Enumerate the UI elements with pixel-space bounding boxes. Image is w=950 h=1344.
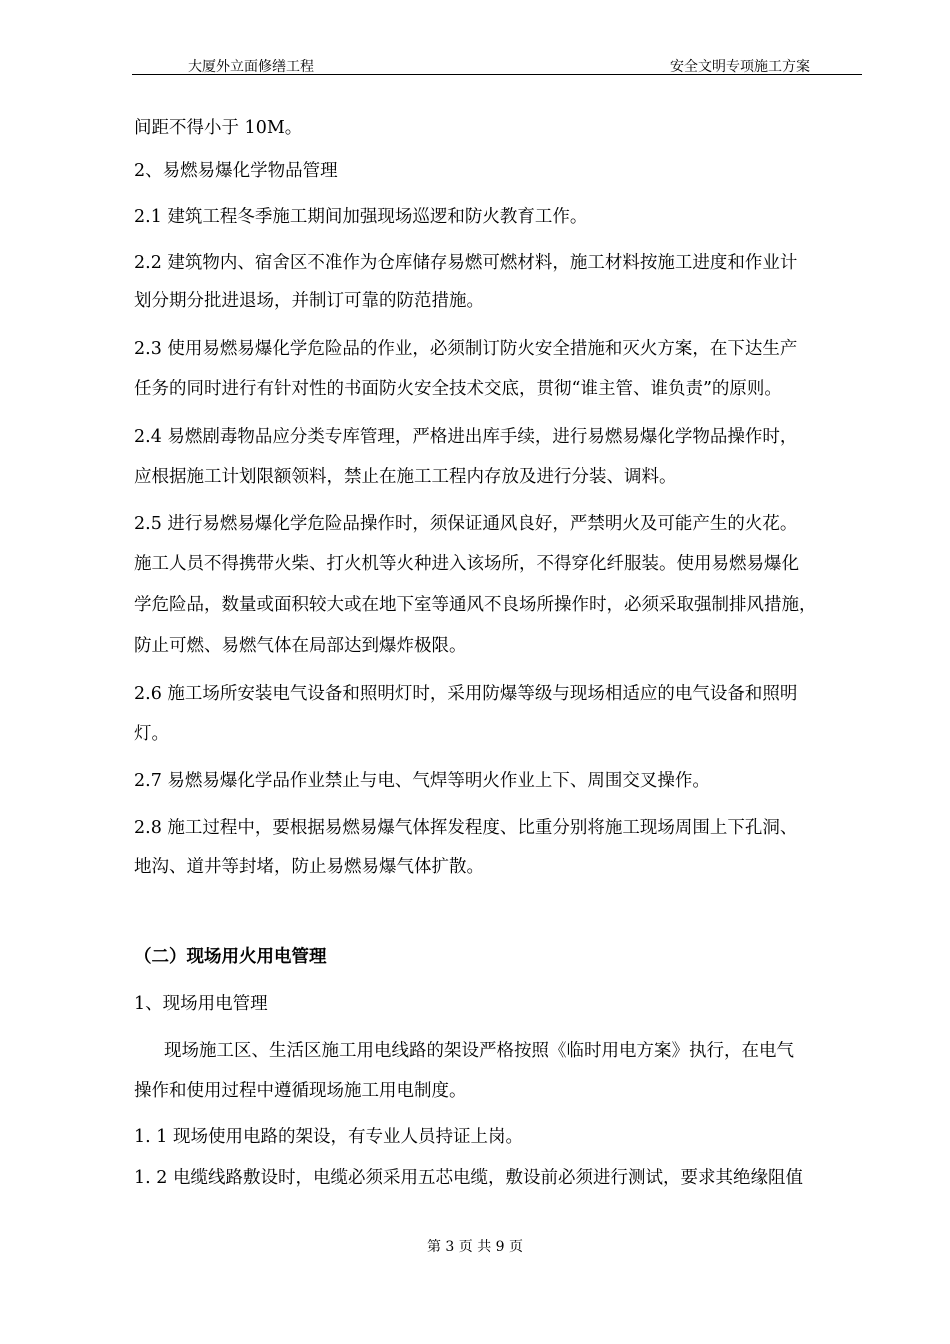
paragraph-line: 2.5 进行易燃易爆化学危险品操作时，须保证通风良好，严禁明火及可能产生的火花。 bbox=[134, 514, 798, 534]
subheading: 2、易燃易爆化学物品管理 bbox=[134, 161, 338, 181]
paragraph-line: 2.2 建筑物内、宿舍区不准作为仓库储存易燃可燃材料，施工材料按施工进度和作业计 bbox=[134, 253, 798, 273]
header-document-title: 安全文明专项施工方案 bbox=[670, 59, 810, 75]
paragraph-line: 1. 2 电缆线路敷设时，电缆必须采用五芯电缆，敷设前必须进行测试，要求其绝缘阻值 bbox=[134, 1168, 803, 1188]
paragraph-line: 2.6 施工场所安装电气设备和照明灯时，采用防爆等级与现场相适应的电气设备和照明 bbox=[134, 684, 798, 704]
section-heading: （二）现场用火用电管理 bbox=[134, 947, 327, 967]
paragraph-line: 2.1 建筑工程冬季施工期间加强现场巡逻和防火教育工作。 bbox=[134, 207, 588, 227]
paragraph-line: 任务的同时进行有针对性的书面防火安全技术交底，贯彻“谁主管、谁负责”的原则。 bbox=[134, 379, 782, 399]
paragraph-line: 防止可燃、易燃气体在局部达到爆炸极限。 bbox=[134, 636, 467, 656]
paragraph-line: 2.4 易燃剧毒物品应分类专库管理，严格进出库手续，进行易燃易爆化学物品操作时， bbox=[134, 427, 798, 447]
paragraph-line: 灯。 bbox=[134, 724, 169, 744]
paragraph-line: 2.7 易燃易爆化学品作业禁止与电、气焊等明火作业上下、周围交叉操作。 bbox=[134, 771, 710, 791]
subheading: 1、现场用电管理 bbox=[134, 994, 268, 1014]
paragraph-line: 间距不得小于 10M。 bbox=[134, 118, 303, 138]
paragraph-line: 地沟、道井等封堵，防止易燃易爆气体扩散。 bbox=[134, 857, 484, 877]
paragraph-line: 施工人员不得携带火柴、打火机等火种进入该场所，不得穿化纤服装。使用易燃易爆化 bbox=[134, 554, 799, 574]
page-header bbox=[132, 52, 862, 75]
header-project-name: 大厦外立面修缮工程 bbox=[188, 59, 314, 75]
paragraph-line: 1. 1 现场使用电路的架设，有专业人员持证上岗。 bbox=[134, 1127, 523, 1147]
paragraph-line: 2.8 施工过程中，要根据易燃易爆气体挥发程度、比重分别将施工现场周围上下孔洞、 bbox=[134, 818, 798, 838]
paragraph-line: 应根据施工计划限额领料，禁止在施工工程内存放及进行分装、调料。 bbox=[134, 467, 677, 487]
page-number: 第 3 页 共 9 页 bbox=[426, 1239, 524, 1255]
paragraph-line: 操作和使用过程中遵循现场施工用电制度。 bbox=[134, 1081, 467, 1101]
paragraph-line: 2.3 使用易燃易爆化学危险品的作业，必须制订防火安全措施和灭火方案，在下达生产 bbox=[134, 339, 798, 359]
paragraph-line: 现场施工区、生活区施工用电线路的架设严格按照《临时用电方案》执行，在电气 bbox=[164, 1041, 794, 1061]
paragraph-line: 学危险品，数量或面积较大或在地下室等通风不良场所操作时，必须采取强制排风措施， bbox=[134, 595, 817, 615]
paragraph-line: 划分期分批进退场，并制订可靠的防范措施。 bbox=[134, 291, 484, 311]
